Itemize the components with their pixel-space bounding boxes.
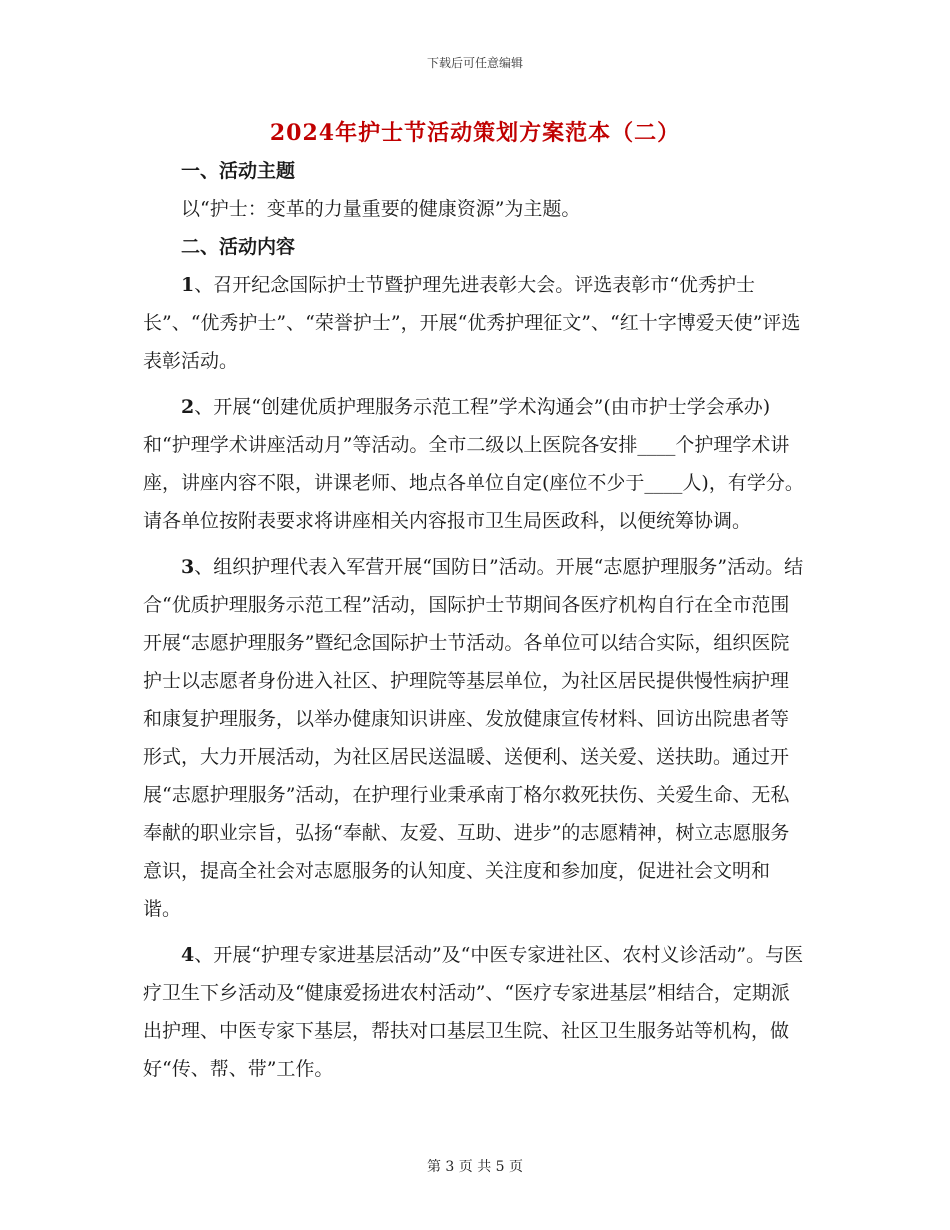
page-footer: 第 3 页 共 5 页	[426, 1159, 524, 1175]
item-text: 、开展“护理专家进基层活动”及“中医专家进社区、农村义诊活动”。与医疗卫生下乡活动及“健康爱扬进农村活动”、“医疗专家进基层”相结合，定期派出护理、中医专家下基层，帮扶对口基层卫生院、社区卫生服务站等机构，做好“传、帮、带”工作。	[143, 944, 804, 1080]
item-number: 2	[181, 396, 195, 418]
section-heading-content: 二、活动内容	[181, 236, 296, 258]
list-item-1	[143, 266, 807, 380]
list-item-2	[143, 388, 807, 540]
item-text: 、组织护理代表入军营开展“国防日”活动。开展“志愿护理服务”活动。结合“优质护理服务示范工程”活动，国际护士节期间各医疗机构自行在全市范围开展“志愿护理服务”暨纪念国际护士节活动。各单位可以结合实际，组织医院护士以志愿者身份进入社区、护理院等基层单位，为社区居民提供慢性病护理和康复护理服务，以举办健康知识讲座、发放健康宣传材料、回访出院患者等形式，大力开展活动，为社区居民送温暖、送便利、送关爱、送扶助。通过开展“志愿护理服务”活动，在护理行业秉承南丁格尔救死扶伤、关爱生命、无私奉献的职业宗旨，弘扬“奉献、友爱、互助、进步”的志愿精神，树立志愿服务意识，提高全社会对志愿服务的认知度、关注度和参加度，促进社会文明和谐。	[143, 556, 804, 920]
item-number: 1	[181, 274, 195, 296]
item-number: 4	[181, 944, 195, 966]
list-item-4	[143, 936, 807, 1088]
item-text: 、开展“创建优质护理服务示范工程”学术沟通会”(由市护士学会承办)和“护理学术讲座活动月”等活动。全市二级以上医院各安排____个护理学术讲座，讲座内容不限，讲课老师、地点各单位自定(座位不少于____人)，有学分。请各单位按附表要求将讲座相关内容报市卫生局医政科，以便统筹协调。	[143, 396, 804, 532]
list-item-3	[143, 548, 807, 928]
item-text: 、召开纪念国际护士节暨护理先进表彰大会。评选表彰市“优秀护士长”、“优秀护士”、“荣誉护士”，开展“优秀护理征文”、“红十字博爱天使”评选表彰活动。	[143, 274, 801, 372]
document-title: 2024年护士节活动策划方案范本（二）	[269, 120, 681, 146]
item-number: 3	[181, 556, 195, 578]
section-heading-theme: 一、活动主题	[181, 160, 296, 182]
document-body	[143, 152, 807, 1088]
header-note: 下载后可任意编辑	[426, 56, 523, 70]
section-text-theme: 以“护士：变革的力量重要的健康资源”为主题。	[181, 198, 581, 220]
